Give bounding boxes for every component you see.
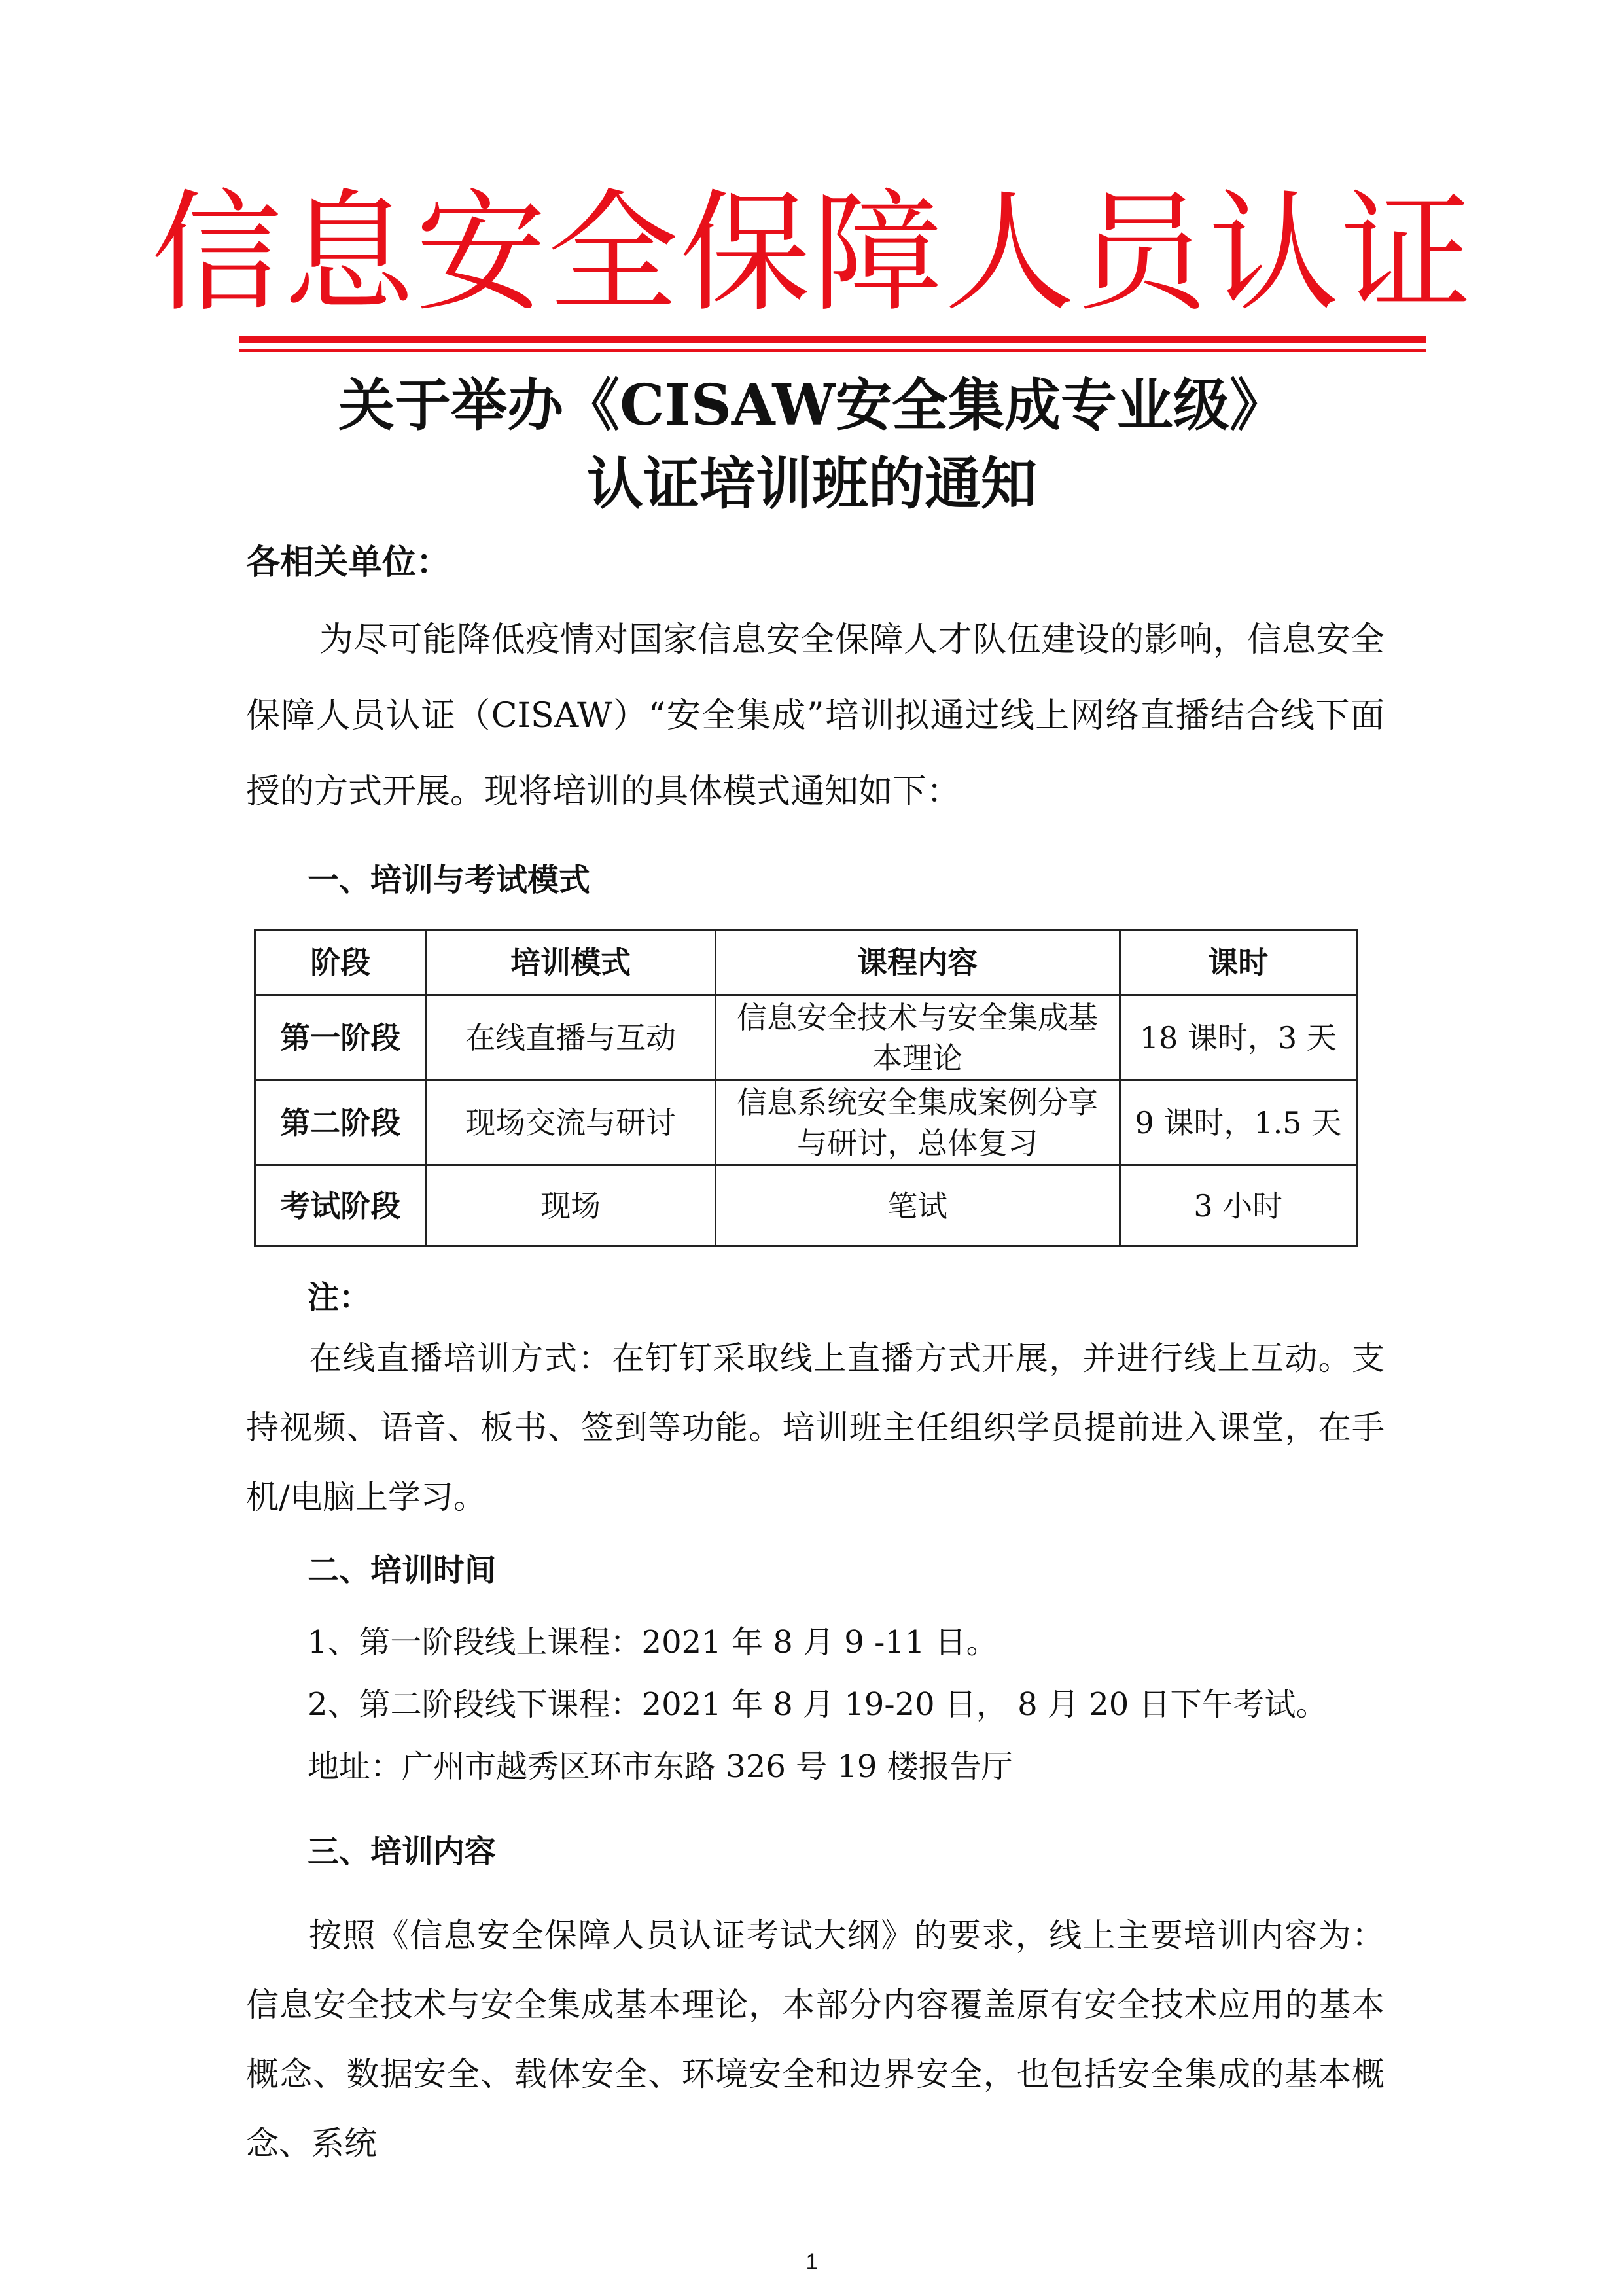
cell-content: 信息安全技术与安全集成基本理论	[715, 995, 1120, 1080]
cell-hours: 3 小时	[1120, 1165, 1356, 1246]
table-header-row	[255, 930, 1357, 995]
salutation: 各相关单位：	[246, 543, 451, 582]
column-header-content: 课程内容	[715, 930, 1120, 995]
cell-mode: 在线直播与互动	[426, 995, 715, 1080]
venue-address: 地址：广州市越秀区环市东路 326 号 19 楼报告厅	[308, 1748, 1013, 1785]
cell-hours: 18 课时，3 天	[1120, 995, 1356, 1080]
column-header-hours: 课时	[1120, 930, 1356, 995]
column-header-stage: 阶段	[255, 930, 427, 995]
section3-paragraph: 按照《信息安全保障人员认证考试大纲》的要求，线上主要培训内容为：信息安全技术与安全集成基本理论，本部分内容覆盖原有安全技术应用的基本概念、数据安全、载体安全、环境安全和边界安全，也包括安全集成的基本概念、系统	[246, 1916, 1385, 2163]
banner-rule-thick	[239, 336, 1426, 343]
page-number: 1	[805, 2250, 819, 2274]
certification-banner: 信息安全保障人员认证	[150, 177, 1473, 330]
note-label: 注：	[308, 1279, 371, 1316]
section1-heading: 一、培训与考试模式	[308, 862, 591, 898]
cell-mode: 现场交流与研讨	[426, 1080, 715, 1165]
schedule-item-phase1: 1、第一阶段线上课程：2021 年 8 月 9 -11 日。	[308, 1624, 998, 1661]
banner-rule-thin	[239, 349, 1426, 352]
column-header-mode: 培训模式	[426, 930, 715, 995]
cell-mode: 现场	[426, 1165, 715, 1246]
table-row	[255, 995, 1357, 1080]
note-paragraph: 在线直播培训方式：在钉钉采取线上直播方式开展，并进行线上互动。支持视频、语音、板书、签到等功能。培训班主任组织学员提前进入课堂，在手机/电脑上学习。	[246, 1339, 1385, 1516]
cell-content: 笔试	[715, 1165, 1120, 1246]
cell-hours: 9 课时，1.5 天	[1120, 1080, 1356, 1165]
table-row	[255, 1080, 1357, 1165]
section3-heading: 三、培训内容	[308, 1833, 497, 1870]
cell-stage: 考试阶段	[255, 1165, 427, 1246]
training-mode-table	[254, 929, 1358, 1247]
notice-title-line1: 关于举办《CISAW安全集成专业级》	[338, 372, 1286, 438]
section2-heading: 二、培训时间	[308, 1552, 497, 1589]
notice-title-line2: 认证培训班的通知	[587, 451, 1037, 517]
intro-paragraph: 为尽可能降低疫情对国家信息安全保障人才队伍建设的影响，信息安全保障人员认证（CISAW）“安全集成”培训拟通过线上网络直播结合线下面授的方式开展。现将培训的具体模式通知如下：	[246, 620, 1385, 811]
table-row	[255, 1165, 1357, 1246]
cell-content: 信息系统安全集成案例分享与研讨，总体复习	[715, 1080, 1120, 1165]
schedule-item-phase2: 2、第二阶段线下课程：2021 年 8 月 19-20 日， 8 月 20 日下午考试。	[308, 1686, 1328, 1723]
cell-stage: 第一阶段	[255, 995, 427, 1080]
cell-stage: 第二阶段	[255, 1080, 427, 1165]
